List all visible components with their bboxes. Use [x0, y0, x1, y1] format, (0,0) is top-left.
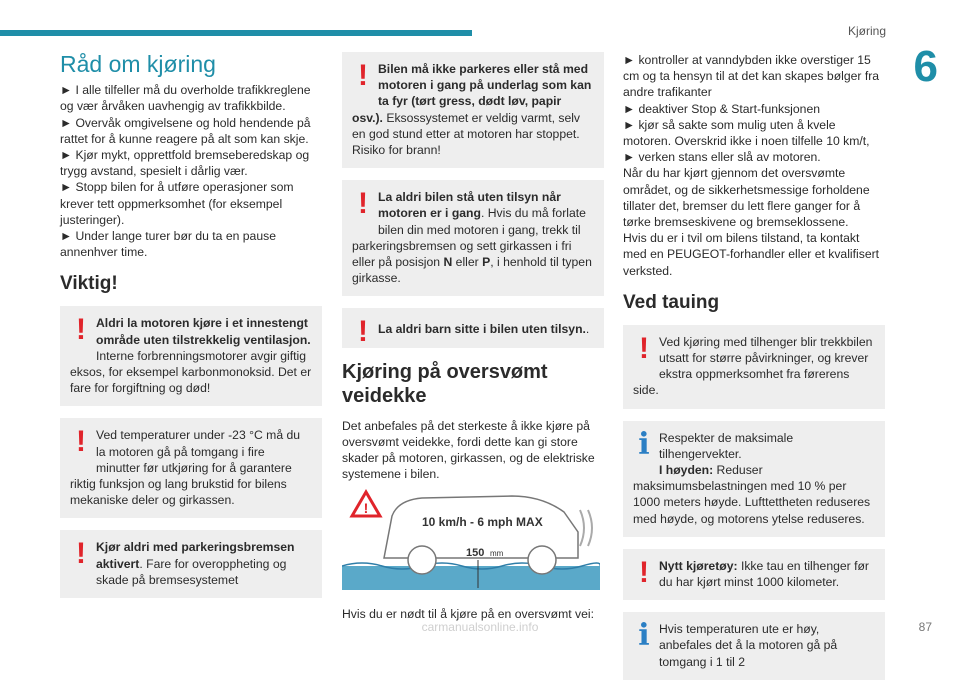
bullet-5: ► Under lange turer bør du ta en pause annenhver time. [60, 229, 276, 260]
gear-p: P [482, 255, 491, 270]
info-text-2: Reduser maksimumsbelastningen med 10 % per 1000 meters høyde. Lufttettheten reduseres med høyde, og motorens ytelse reduseres. [633, 463, 871, 526]
warning-text-3: , i henhold til typen girkasse. [352, 255, 592, 286]
warning-text: Eksossystemet er veldig varmt, selv en god stund etter at motoren har stoppet. Risiko for brann! [352, 110, 581, 158]
info-icon: i [638, 426, 650, 462]
header-bar [0, 30, 472, 36]
warning-text: . [585, 322, 590, 337]
warning-text: . Hvis du må forlate bilen din med motoren i gang, trekk til parkeringsbremsen og sett girkassen i fri eller på posisjon [352, 206, 586, 270]
motion-lines [580, 510, 592, 546]
warning-box-parking-brake [60, 530, 322, 598]
heading-flooded-road: Kjøring på oversvømt veidekke [342, 360, 548, 407]
warning-bold: Kjør aldri med parkeringsbremsen aktivert [96, 540, 295, 571]
column-2 [342, 52, 604, 623]
warning-icon: ! [358, 59, 368, 92]
warning-icon: ! [76, 425, 86, 459]
warning-box-children [342, 308, 604, 347]
warning-icon: ! [639, 331, 649, 365]
flood-paragraph: Det anbefales på det sterkeste å ikke kjøre på oversvømt veidekke, fordi dette kan gi store skader på motoren, girkassen, og de elektriske systemene i bilen. [342, 418, 595, 482]
heading-driving-advice: Råd om kjøring [60, 51, 216, 77]
info-text: Hvis temperaturen ute er høy, anbefales det å la motoren gå på tomgang i 1 til 2 [659, 622, 838, 669]
warning-text: Ikke tau en tilhenger før du har kjørt minst 1000 kilometer. [659, 558, 869, 590]
warning-text: Interne forbrenningsmotorer avgir giftig eksos, for eksempel karbonmonoksid. Det er fare for forgiftning og død! [70, 348, 312, 396]
info-text: Respekter de maksimale tilhengervekter. [659, 430, 794, 461]
info-box-trailer-weights [623, 421, 885, 537]
warning-box-new-vehicle [623, 549, 885, 600]
warning-bold: La aldri bilen stå uten tilsyn når motoren er i gang [378, 190, 561, 221]
bullet-1: ► I alle tilfeller må du overholde trafikkreglene og vær årvåken uavhengig av trafikkbilde. [60, 83, 311, 114]
warning-box-fire [342, 52, 604, 168]
column-3 [623, 52, 885, 692]
speed-limit-label: 10 km/h - 6 mph MAX [422, 515, 543, 530]
warning-bold: Nytt kjøretøy: [659, 558, 738, 573]
warning-text: Ved kjøring med tilhenger blir trekkbilen utsatt for større påvirkninger, og krever ekstra oppmerksomhet fra førerens side. [633, 334, 873, 398]
bullet-2: ► Overvåk omgivelsene og hold hendende på rattet for å kunne reagere på alt som kan skje. [60, 115, 311, 146]
warning-text-2: eller [452, 255, 483, 270]
warning-text: . Fare for overoppheting og skade på bremsesystemet [96, 556, 287, 587]
chapter-number: 6 [913, 42, 938, 91]
warning-bold: La aldri barn sitte i bilen uten tilsyn. [378, 322, 586, 337]
warning-box-temperature [60, 418, 322, 518]
page-number: 87 [918, 620, 932, 634]
column-1 [60, 52, 322, 610]
warning-icon: ! [639, 555, 649, 589]
svg-text:!: ! [363, 500, 369, 517]
info-bold: I høyden: [659, 463, 714, 478]
heading-towing: Ved tauing [623, 291, 720, 313]
section-title: Kjøring [847, 24, 886, 38]
bullet-4: ► Stopp bilen for å utføre operasjoner som krever tett oppmerksomhet (for eksempel justeringer). [60, 180, 294, 227]
rear-wheel [528, 546, 556, 574]
warning-box-unattended [342, 180, 604, 296]
flooded-road-illustration [342, 488, 600, 596]
bullet-3: ► Kjør mykt, opprettfold bremseberedskap og trygg avstand, spesielt i dårlig vær. [60, 148, 310, 179]
heading-important: Viktig! [60, 273, 118, 295]
warning-icon: ! [76, 313, 86, 347]
flood-instructions: ► kontroller at vanndybden ikke overstiger 15 cm og ta hensyn til at det kan skapes bølger fra andre trafikanter ► deaktiver Stop & Start-funksjonen ► kjør så sakte som mulig uten å kvele motoren. Overskrid ikke i noen tilfelle 10 km/t, ► verken stans eller slå av motoren. Når du har kjørt gjennom det oversvømte området, og de sikkerhetsmessige forholdene tillater det, bremser du lett flere ganger for å tørke bremseskivene og bremseklossene. Hvis du er i tvil om bilens tilstand, ta kontakt med en PEUGEOT-forhandler eller et kvalifisert verksted. [623, 53, 880, 278]
front-wheel [408, 546, 436, 574]
warning-bold: Aldri la motoren kjøre i et innestengt område uten tilstrekkelig ventilasjon. [96, 316, 311, 347]
warning-bold: Bilen må ikke parkeres eller stå med motoren i gang på underlag som kan ta fyr (tørt gress, dødt løv, papir osv.). [352, 62, 592, 125]
depth-value: 150 [466, 547, 485, 560]
depth-unit: mm [490, 549, 504, 559]
warning-icon: ! [76, 537, 86, 571]
info-icon: i [638, 618, 650, 654]
warning-box-trailer [623, 325, 885, 409]
flood-instructions-intro: Hvis du er nødt til å kjøre på en oversvømt vei: [342, 607, 594, 622]
warning-box-ventilation [60, 306, 322, 406]
warning-icon: ! [358, 187, 368, 221]
warning-text: Ved temperaturer under -23 °C må du la motoren gå på tomgang i fire minutter før utkjøring for å garantere riktig funksjon og lang brukstid for bilens mekaniske deler og girkassen. [70, 428, 301, 508]
gear-n: N [443, 255, 453, 270]
watermark: carmanualsonline.info [421, 620, 539, 634]
warning-icon: ! [358, 315, 368, 349]
